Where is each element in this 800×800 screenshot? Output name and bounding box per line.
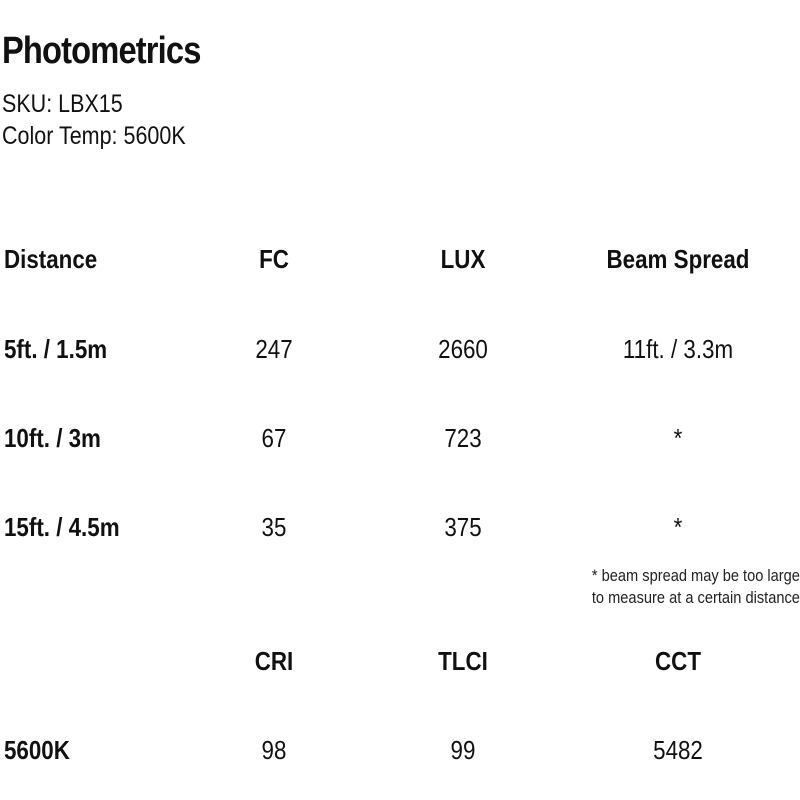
row-3-distance: 15ft. / 4.5m <box>4 512 120 542</box>
header-distance: Distance <box>4 244 98 274</box>
header-lux: LUX <box>440 244 486 274</box>
quality-row-tlci: 99 <box>450 735 476 765</box>
row-1-fc: 247 <box>255 334 293 364</box>
footnote-line-2: to measure at a certain distance <box>591 588 800 607</box>
row-2-distance: 10ft. / 3m <box>4 423 101 453</box>
row-2-fc: 67 <box>261 423 287 453</box>
header-beam-spread: Beam Spread <box>606 244 750 274</box>
row-3-beam-spread: * <box>673 512 683 542</box>
page-title: Photometrics <box>2 30 201 72</box>
row-1-lux: 2660 <box>438 334 488 364</box>
header-fc: FC <box>259 244 289 274</box>
quality-row-label: 5600K <box>4 735 70 765</box>
footnote-line-1: * beam spread may be too large <box>591 566 800 585</box>
row-2-lux: 723 <box>444 423 482 453</box>
header-cct: CCT <box>655 646 701 676</box>
row-3-fc: 35 <box>261 512 287 542</box>
header-tlci: TLCI <box>438 646 488 676</box>
row-2-beam-spread: * <box>673 423 683 453</box>
beam-spread-footnote <box>592 565 800 609</box>
quality-row-cri: 98 <box>261 735 287 765</box>
row-1-distance: 5ft. / 1.5m <box>4 334 108 364</box>
row-1-beam-spread: 11ft. / 3.3m <box>622 334 734 364</box>
color-temp-label: Color Temp: 5600K <box>2 122 186 150</box>
quality-row-cct: 5482 <box>653 735 703 765</box>
sku-label: SKU: LBX15 <box>2 90 123 118</box>
header-cri: CRI <box>254 646 294 676</box>
row-3-lux: 375 <box>444 512 482 542</box>
